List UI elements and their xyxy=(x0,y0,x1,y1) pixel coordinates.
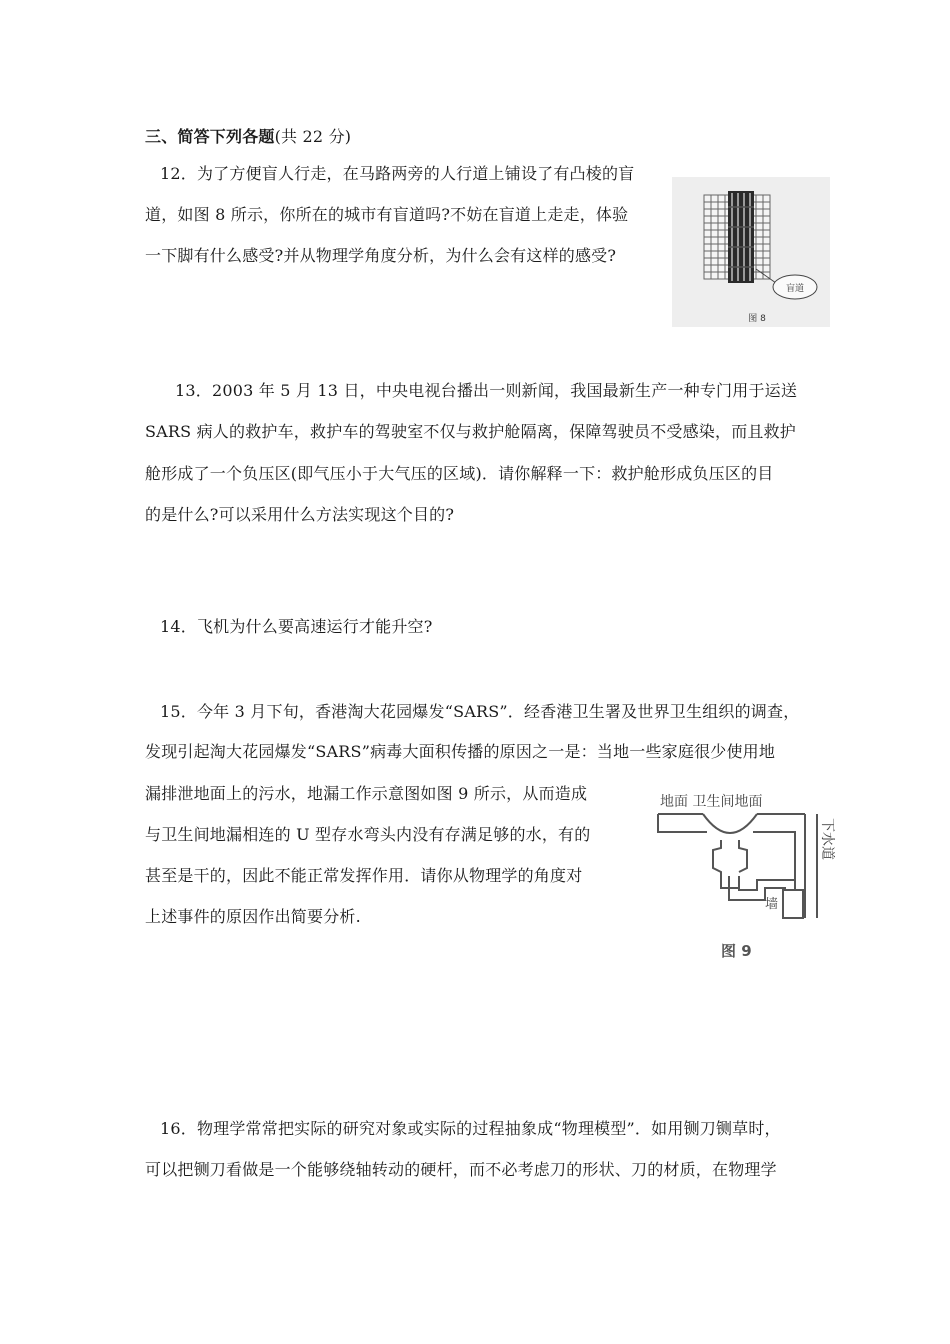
q15-line-4: 与卫生间地漏相连的 U 型存水弯头内没有存满足够的水，有的 xyxy=(145,825,591,844)
q15-line-1: 15．今年 3 月下旬，香港淘大花园爆发“SARS”．经香港卫生署及世界卫生组织的调查， xyxy=(160,702,800,721)
figure-9-caption: 图 9 xyxy=(721,942,752,960)
q16-line-1: 16．物理学常常把实际的研究对象或实际的过程抽象成“物理模型”．如用铡刀铡草时， xyxy=(160,1119,781,1138)
q15-line-5: 甚至是干的，因此不能正常发挥作用．请你从物理学的角度对 xyxy=(145,866,583,885)
q16-line-2: 可以把铡刀看做是一个能够绕轴转动的硬杆，而不必考虑刀的形状、刀的材质，在物理学 xyxy=(145,1160,777,1179)
figure-8-caption: 图 8 xyxy=(748,314,766,324)
q13-line-3: 舱形成了一个负压区(即气压小于大气压的区域)．请你解释一下：救护舱形成负压区的目 xyxy=(145,464,774,483)
q12-line-2: 道，如图 8 所示，你所在的城市有盲道吗?不妨在盲道上走走，体验 xyxy=(145,205,629,224)
q14-line-1: 14．飞机为什么要高速运行才能升空? xyxy=(160,617,433,636)
q15-line-3: 漏排泄地面上的污水，地漏工作示意图如图 9 所示，从而造成 xyxy=(145,784,588,803)
section-heading-bold: 三、简答下列各题 xyxy=(145,127,275,146)
q12-line-3: 一下脚有什么感受?并从物理学角度分析，为什么会有这样的感受? xyxy=(145,246,617,265)
figure-9-floor-label: 地面 卫生间地面 xyxy=(660,794,763,810)
figure-9-floor-drain xyxy=(655,790,835,962)
q15-line-6: 上述事件的原因作出简要分析. xyxy=(145,907,361,926)
figure-8-tactile-paving xyxy=(672,177,830,327)
figure-9-sewer-label: 下水道 xyxy=(819,818,835,860)
q13-line-2: SARS 病人的救护车，救护车的驾驶室不仅与救护舱隔离，保障驾驶员不受感染，而且救护 xyxy=(145,422,797,441)
figure-8-bubble-label: 盲道 xyxy=(785,284,805,294)
q12-line-1: 12．为了方便盲人行走，在马路两旁的人行道上铺设了有凸棱的盲 xyxy=(160,164,635,183)
section-heading-score: (共 22 分) xyxy=(274,127,352,146)
q15-line-2: 发现引起淘大花园爆发“SARS”病毒大面积传播的原因之一是：当地一些家庭很少使用地 xyxy=(145,742,776,761)
tactile-paving-illustration xyxy=(672,177,830,327)
floor-drain-diagram xyxy=(655,790,835,962)
section-heading xyxy=(145,127,351,147)
q13-line-4: 的是什么?可以采用什么方法实现这个目的? xyxy=(145,505,455,524)
q13-line-1: 13．2003 年 5 月 13 日，中央电视台播出一则新闻，我国最新生产一种专门用于运送 xyxy=(175,381,798,400)
figure-9-wall-label: 墙 xyxy=(765,897,779,912)
